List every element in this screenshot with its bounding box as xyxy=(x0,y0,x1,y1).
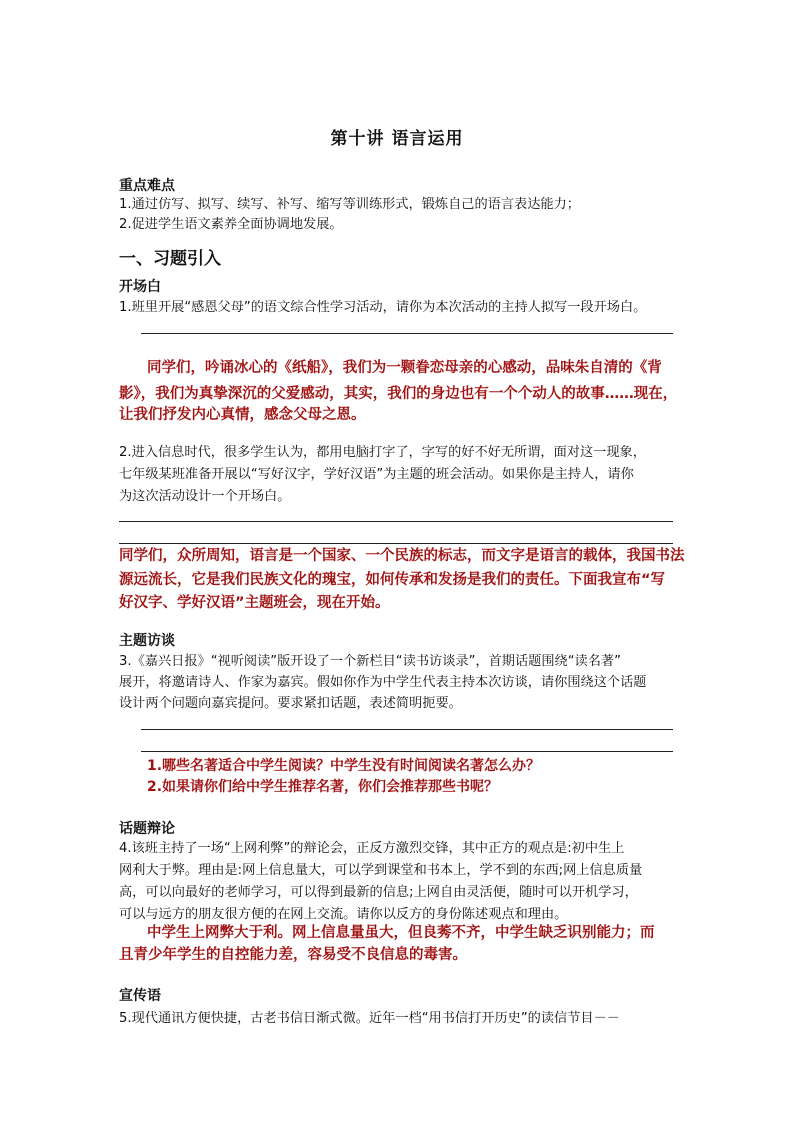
answer-line xyxy=(141,729,673,730)
key-points-heading: 重点难点 xyxy=(119,178,175,194)
question-4-line: 网利大于弊。理由是:网上信息量大，可以学到课堂和书本上，学不到的东西;网上信息质量 xyxy=(119,863,643,878)
answer-line xyxy=(141,751,673,752)
subsection-heading-debate: 话题辩论 xyxy=(119,821,175,837)
question-1: 1.班里开展“感恩父母”的语文综合性学习活动，请你为本次活动的主持人拟写一段开场白。 xyxy=(119,300,647,315)
answer-1-line: 让我们抒发内心真情，感念父母之恩。 xyxy=(119,407,366,423)
answer-1-line: 同学们，吟诵冰心的《纸船》，我们为一颗眷恋母亲的心感动，品味朱自清的《背 xyxy=(147,360,662,376)
page-title: 第十讲 语言运用 xyxy=(330,129,464,149)
question-2-line: 七年级某班准备开展以“写好汉字，学好汉语”为主题的班会活动。如果你是主持人，请你 xyxy=(119,467,634,482)
question-4-line: 可以与远方的朋友很方便的在网上交流。请你以反方的身份陈述观点和理由。 xyxy=(119,907,568,922)
key-point-item: 1.通过仿写、拟写、续写、补写、缩写等训练形式，锻炼自己的语言表达能力； xyxy=(119,197,580,212)
subsection-heading-slogan: 宣传语 xyxy=(119,988,161,1004)
answer-2-line: 好汉字、学好汉语”主题班会，现在开始。 xyxy=(119,595,390,611)
answer-2-line: 源远流长，它是我们民族文化的瑰宝，如何传承和发扬是我们的责任。下面我宣布“写 xyxy=(119,572,666,588)
answer-1-line: 影》，我们为真挚深沉的父爱感动，其实，我们的身边也有一个个动人的故事……现在， xyxy=(119,386,678,402)
question-5: 5.现代通讯方便快捷，古老书信日渐式微。近年一档“用书信打开历史”的读信节目－－ xyxy=(119,1011,620,1026)
question-3-line: 设计两个问题向嘉宾提问。要求紧扣话题，表述简明扼要。 xyxy=(119,696,462,711)
question-4-line: 4.该班主持了一场“上网利弊”的辩论会，正反方激烈交锋，其中正方的观点是:初中生上 xyxy=(119,841,625,856)
answer-4-line: 且青少年学生的自控能力差，容易受不良信息的毒害。 xyxy=(119,947,467,963)
question-3-line: 3.《嘉兴日报》“视听阅读”版开设了一个新栏目“读书访谈录”，首期话题围绕“读名著” xyxy=(119,654,621,669)
subsection-heading-interview: 主题访谈 xyxy=(119,633,175,649)
answer-line xyxy=(141,333,673,334)
question-3-line: 展开，将邀请诗人、作家为嘉宾。假如你作为中学生代表主持本次访谈，请你围绕这个话题 xyxy=(119,675,647,690)
answer-4-line: 中学生上网弊大于利。网上信息量虽大，但良莠不齐，中学生缺乏识别能力；而 xyxy=(147,925,655,941)
subsection-heading-kaichang: 开场白 xyxy=(119,279,161,295)
question-2-line: 为这次活动设计一个开场白。 xyxy=(119,489,291,504)
question-4-line: 高，可以向最好的老师学习，可以得到最新的信息;上网自由灵活便，随时可以开机学习， xyxy=(119,885,638,900)
answer-line xyxy=(119,521,673,522)
key-point-item: 2.促进学生语文素养全面协调地发展。 xyxy=(119,217,343,232)
section-heading: 一、习题引入 xyxy=(119,249,221,269)
answer-2-line: 同学们，众所周知，语言是一个国家、一个民族的标志，而文字是语言的载体，我国书法 xyxy=(119,548,685,564)
answer-3-line: 1.哪些名著适合中学生阅读？中学生没有时间阅读名著怎么办？ xyxy=(147,758,541,774)
question-2-line: 2.进入信息时代，很多学生认为，都用电脑打字了，字写的好不好无所谓，面对这一现象， xyxy=(119,445,646,460)
answer-3-line: 2.如果请你们给中学生推荐名著，你们会推荐那些书呢？ xyxy=(147,779,499,795)
